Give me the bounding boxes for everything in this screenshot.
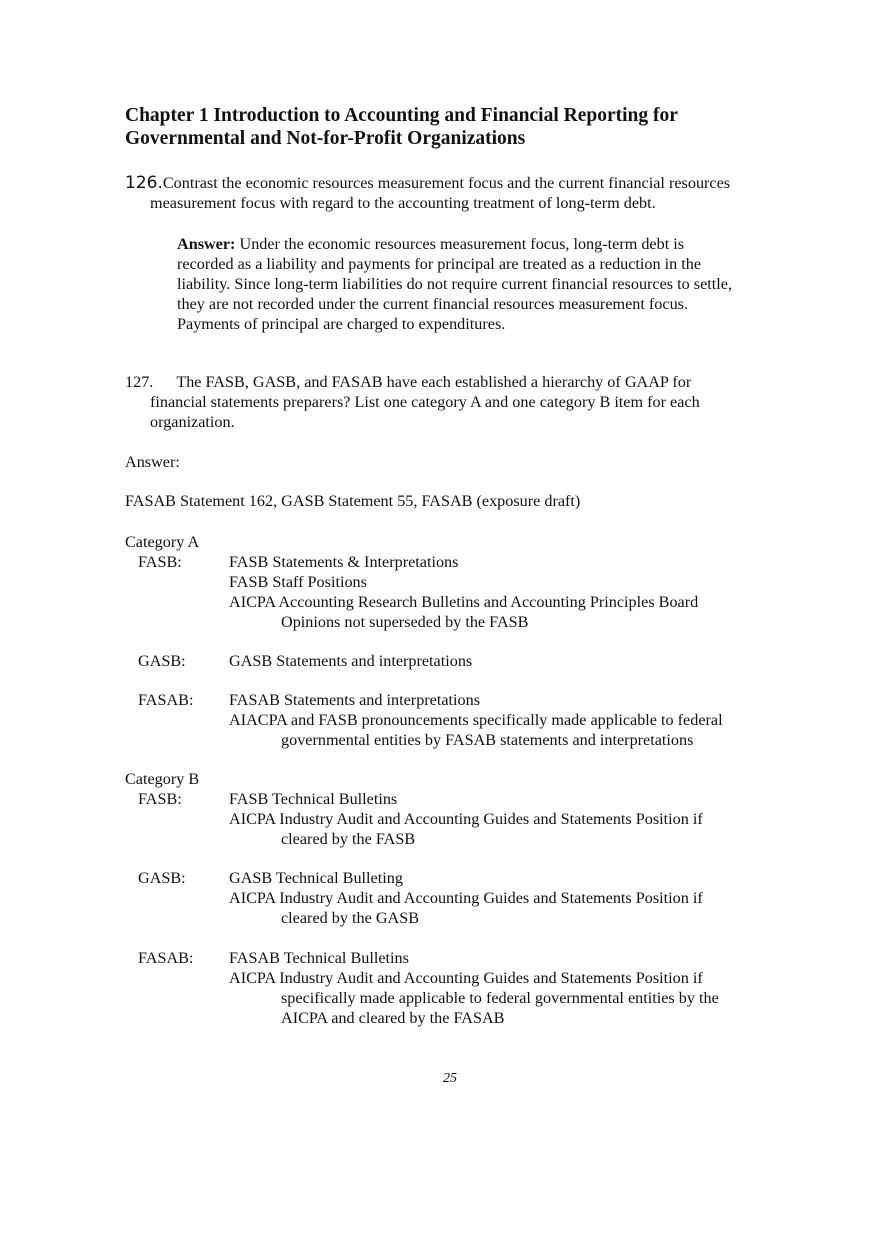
sources-line: FASAB Statement 162, GASB Statement 55, FASAB (exposure draft) [125, 492, 581, 510]
list-item: AICPA Industry Audit and Accounting Guides and Statements Position if [229, 969, 703, 987]
category-b-gasb-label: GASB: [138, 869, 186, 887]
question-126 [125, 173, 785, 213]
category-b-gasb-items [229, 868, 703, 928]
list-item: AICPA Industry Audit and Accounting Guides and Statements Position if [229, 810, 703, 828]
answer-label-127: Answer: [125, 453, 180, 471]
list-item-continuation: AICPA and cleared by the FASAB [281, 1009, 505, 1027]
answer-text-line: liability. Since long-term liabilities do not require current financial resources to settle, [177, 275, 732, 293]
list-item: AICPA Industry Audit and Accounting Guides and Statements Position if [229, 889, 703, 907]
category-a-fasb-items [229, 552, 698, 632]
answer-text-line: recorded as a liability and payments for principal are treated as a reduction in the [177, 255, 702, 273]
category-b-heading: Category B [125, 770, 200, 788]
category-a-fasb-label: FASB: [138, 553, 182, 571]
list-item-continuation: Opinions not superseded by the FASB [281, 613, 529, 631]
list-item: FASB Staff Positions [229, 573, 367, 591]
question-number: 127. [125, 373, 154, 391]
category-a-fasab-label: FASAB: [138, 691, 194, 709]
list-item: AICPA Accounting Research Bulletins and Accounting Principles Board [229, 593, 699, 611]
category-a-gasb-items [229, 651, 472, 671]
question-number: 126. [125, 173, 163, 193]
category-a-fasab-items [229, 690, 723, 750]
list-item-continuation: cleared by the GASB [281, 909, 420, 927]
question-text-line: financial statements preparers? List one category A and one category B item for each [150, 393, 700, 411]
question-text-line: organization. [150, 413, 235, 431]
category-b-fasab-items [229, 948, 719, 1028]
category-a-heading: Category A [125, 533, 200, 551]
chapter-title [125, 104, 825, 150]
chapter-title-line1: Chapter 1 Introduction to Accounting and Financial Reporting for [125, 105, 678, 126]
list-item: FASB Statements & Interpretations [229, 553, 459, 571]
answer-text-line: they are not recorded under the current financial resources measurement focus. [177, 295, 689, 313]
category-b-fasb-label: FASB: [138, 790, 182, 808]
answer-text-line: Under the economic resources measurement focus, long-term debt is [235, 235, 685, 253]
answer-label: Answer: [177, 235, 236, 253]
category-a-gasb-label: GASB: [138, 652, 186, 670]
list-item: GASB Statements and interpretations [229, 652, 473, 670]
list-item-continuation: governmental entities by FASAB statements and interpretations [281, 731, 694, 749]
list-item: FASAB Technical Bulletins [229, 949, 409, 967]
list-item: FASAB Statements and interpretations [229, 691, 481, 709]
list-item: GASB Technical Bulleting [229, 869, 403, 887]
category-b-fasb-items [229, 789, 703, 849]
answer-126 [177, 234, 797, 334]
question-text-line: measurement focus with regard to the accounting treatment of long-term debt. [150, 194, 656, 212]
answer-text-line: Payments of principal are charged to expenditures. [177, 315, 506, 333]
question-127 [125, 372, 785, 432]
category-b-fasab-label: FASAB: [138, 949, 194, 967]
list-item: AIACPA and FASB pronouncements specifically made applicable to federal [229, 711, 723, 729]
page-number: 25 [443, 1071, 457, 1086]
list-item-continuation: specifically made applicable to federal governmental entities by the [281, 989, 719, 1007]
question-text-line: The FASB, GASB, and FASAB have each established a hierarchy of GAAP for [176, 373, 692, 391]
list-item: FASB Technical Bulletins [229, 790, 398, 808]
question-text-line: Contrast the economic resources measurement focus and the current financial resources [162, 174, 731, 192]
chapter-title-line2: Governmental and Not-for-Profit Organizations [125, 128, 526, 149]
list-item-continuation: cleared by the FASB [281, 830, 416, 848]
